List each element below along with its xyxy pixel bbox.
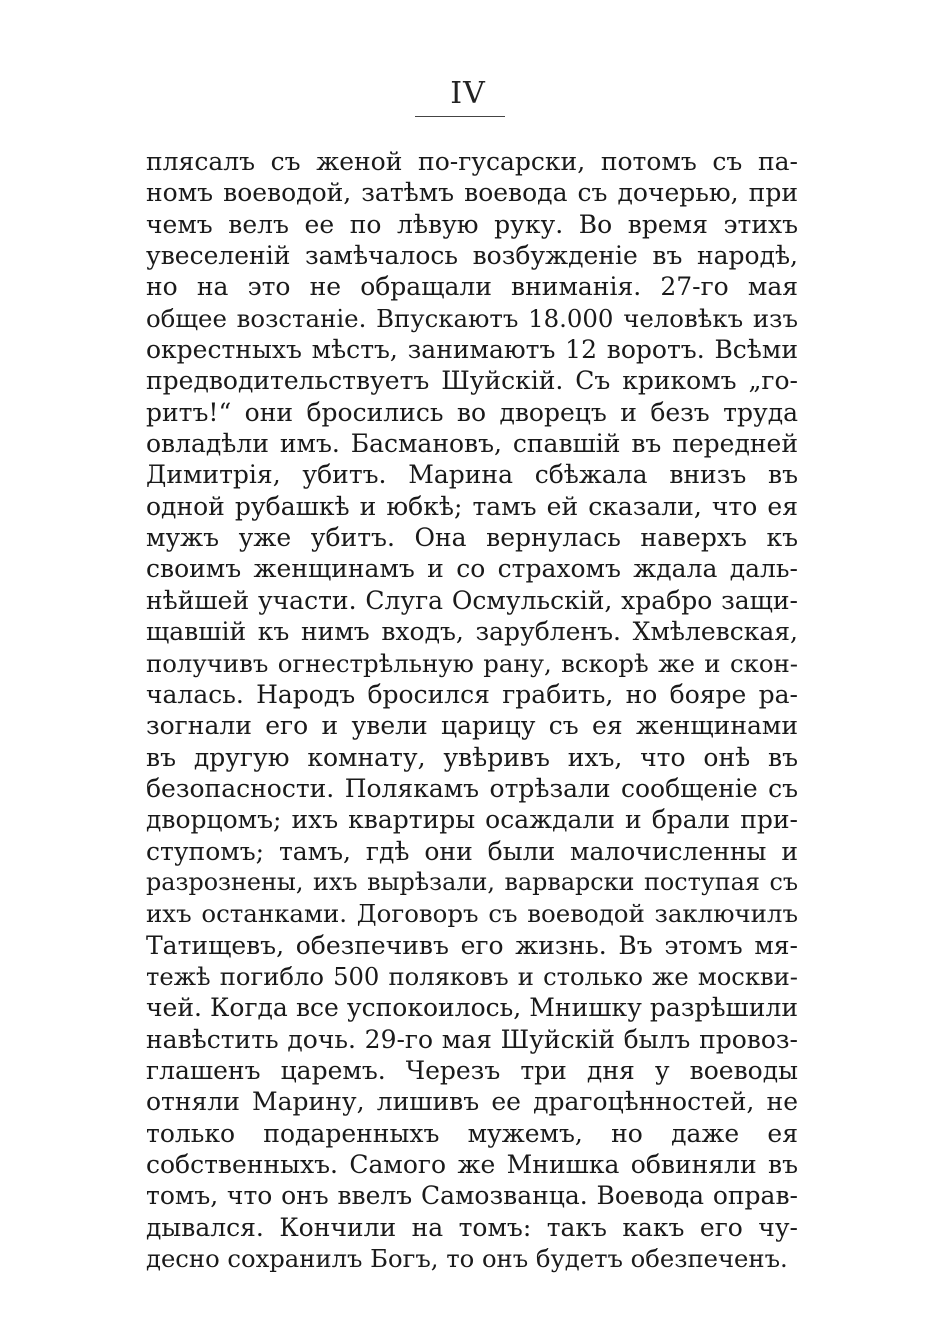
text-line: одной рубашкѣ и юбкѣ; тамъ ей сказали, что ея	[146, 491, 798, 521]
text-line: Татищевъ, обезпечивъ его жизнь. Въ этомъ мя-	[146, 930, 798, 960]
text-line: разрознены, ихъ вырѣзали, варварски поступая съ	[146, 867, 798, 896]
text-line: получивъ огнестрѣльную рану, вскорѣ же и скон-	[146, 648, 798, 678]
text-line: Димитрія, убитъ. Марина сбѣжала внизъ въ	[146, 460, 798, 490]
text-line: плясалъ съ женой по-гусарски, потомъ съ па-	[146, 147, 798, 176]
text-line: ритъ!“ они бросились во дворецъ и безъ труда	[146, 397, 798, 427]
text-line: но на это не обращали вниманія. 27-го мая	[146, 272, 798, 302]
header-rule	[415, 116, 505, 117]
text-line: ихъ останками. Договоръ съ воеводой заключилъ	[146, 899, 798, 929]
text-line: чемъ велъ ее по лѣвую руку. Во время этихъ	[146, 209, 798, 239]
text-line: тежѣ погибло 500 поляковъ и столько же москви-	[146, 961, 798, 991]
body-text	[146, 146, 798, 1274]
text-line: дворцомъ; ихъ квартиры осаждали и брали при-	[146, 805, 798, 835]
text-line: овладѣли имъ. Басмановъ, спавшій въ передней	[146, 429, 798, 459]
text-line: только подаренныхъ мужемъ, но даже ея	[146, 1118, 798, 1148]
text-line: десно сохранилъ Богъ, то онъ будетъ обезпеченъ.	[146, 1244, 788, 1274]
text-line: предводительствуетъ Шуйскій. Съ крикомъ „го-	[146, 366, 798, 396]
text-line: въ другую комнату, увѣривъ ихъ, что онѣ въ	[146, 742, 798, 772]
text-line: дывался. Кончили на томъ: такъ какъ его чу-	[146, 1212, 798, 1242]
text-line: безопасности. Полякамъ отрѣзали сообщеніе съ	[146, 773, 798, 803]
text-line: томъ, что онъ ввелъ Самозванца. Воевода оправ-	[146, 1181, 798, 1211]
text-line: нѣйшей участи. Слуга Осмульскій, храбро защи-	[146, 585, 798, 615]
page-number: IV	[450, 76, 486, 111]
text-line: своимъ женщинамъ и со страхомъ ждала даль-	[146, 554, 798, 584]
text-line: ступомъ; тамъ, гдѣ они были малочисленны и	[146, 836, 798, 866]
text-line: окрестныхъ мѣстъ, занимаютъ 12 воротъ. Всѣми	[146, 335, 798, 365]
text-line: чалась. Народъ бросился грабить, но бояре ра-	[146, 679, 798, 709]
text-line: мужъ уже убитъ. Она вернулась наверхъ къ	[146, 523, 798, 553]
text-line: общее возстаніе. Впускаютъ 18.000 человѣкъ изъ	[146, 303, 798, 333]
text-line: номъ воеводой, затѣмъ воевода съ дочерью, при	[146, 178, 798, 208]
text-line: чей. Когда все успокоилось, Мнишку разрѣшили	[146, 993, 798, 1023]
text-line: зогнали его и увели царицу съ ея женщинами	[146, 711, 798, 741]
text-line: навѣстить дочь. 29-го мая Шуйскій былъ провоз-	[146, 1024, 798, 1054]
text-line: собственныхъ. Самого же Мнишка обвиняли въ	[146, 1150, 798, 1179]
text-line: увеселеній замѣчалось возбужденіе въ народѣ,	[146, 241, 798, 271]
text-line: щавшій къ нимъ входъ, зарубленъ. Хмѣлевская,	[146, 617, 798, 647]
text-line: глашенъ царемъ. Черезъ три дня у воеводы	[146, 1055, 798, 1085]
text-line: отняли Марину, лишивъ ее драгоцѣнностей, не	[146, 1087, 798, 1117]
